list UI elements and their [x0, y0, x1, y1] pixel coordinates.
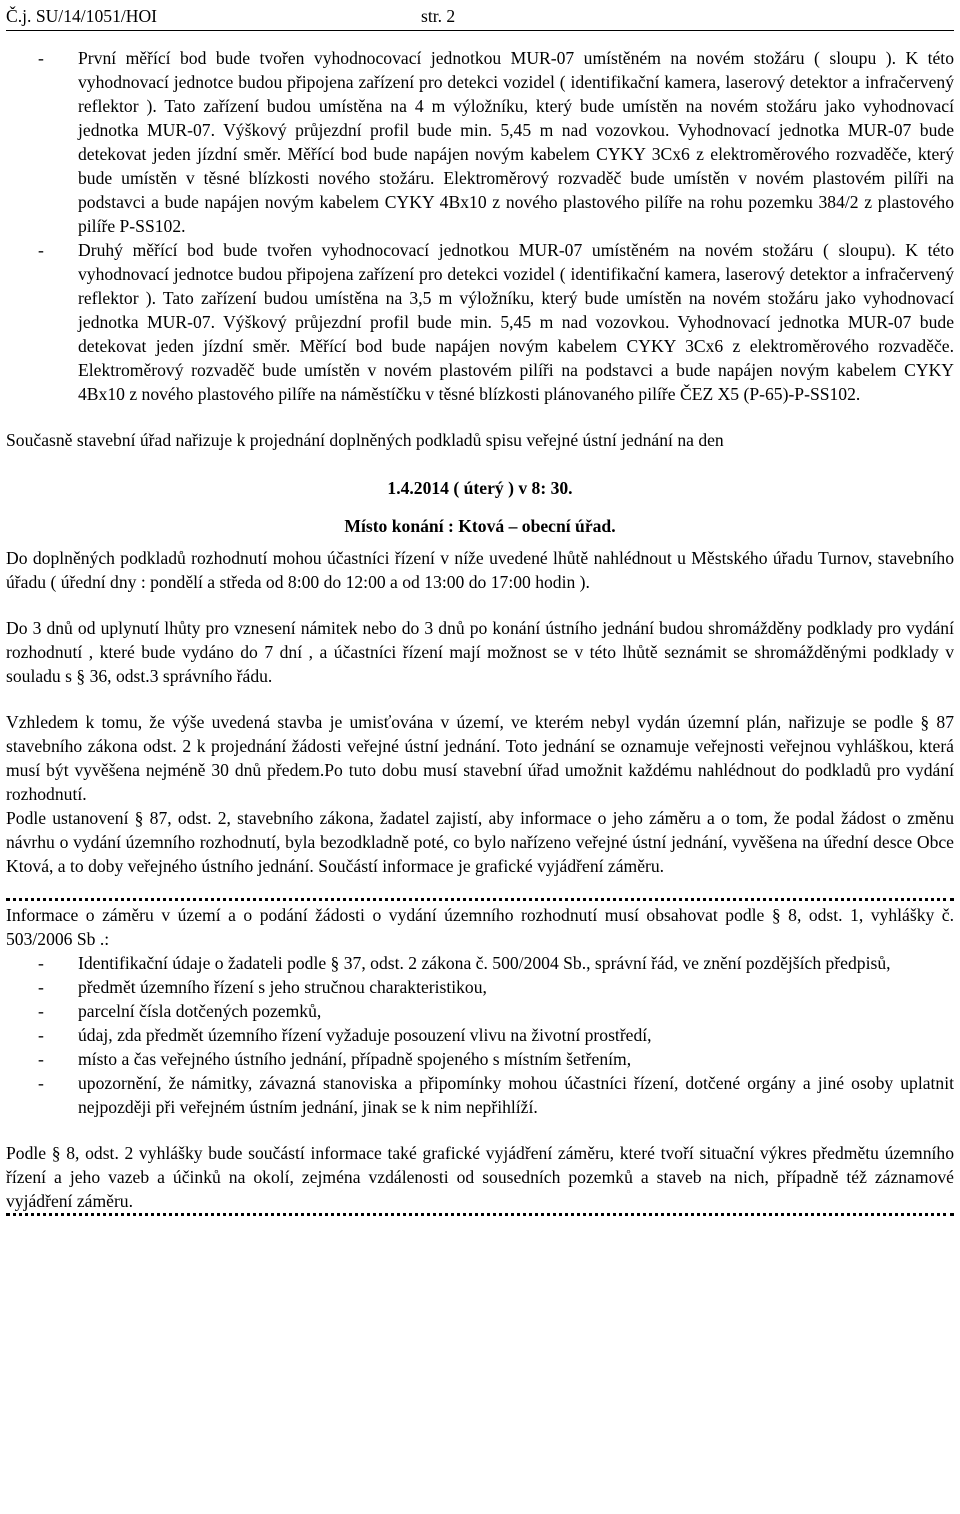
list-item: - předmět územního řízení s jeho stručnou charakteristikou,	[38, 977, 487, 997]
list-item: - parcelní čísla dotčených pozemků,	[38, 1001, 322, 1021]
measuring-points-list	[6, 46, 954, 406]
page-number: str. 2	[421, 6, 456, 26]
list-item: - údaj, zda předmět územního řízení vyžaduje posouzení vlivu na životní prostředí,	[38, 1025, 652, 1045]
info-requirements-list	[6, 951, 954, 1119]
list-item: - upozornění, že námitky, závazná stanoviska a připomínky mohou účastníci řízení, dotčené orgány a jiné osoby uplatnit nejpozději při veřejném ústním jednání, jinak se k nim nepřihlíží.	[38, 1073, 954, 1117]
paragraph: Do 3 dnů od uplynutí lhůty pro vznesení námitek nebo do 3 dnů po konání ústního jednání budou shromážděny podklady pro vydání rozhodnutí , které bude vydáno do 7 dní , a účastníci řízení mají možnost se v této lhůtě seznámit se shromážděnými podklady v souladu s § 36, odst.3 správního řádu.	[6, 618, 954, 686]
order-text: Současně stavební úřad nařizuje k projednání doplněných podkladů spisu veřejné ústní jednání na den	[6, 430, 724, 450]
meeting-place: Místo konání : Ktová – obecní úřad.	[344, 516, 616, 536]
paragraph: Podle ustanovení § 87, odst. 2, stavebního zákona, žadatel zajistí, aby informace o jeho záměru a o tom, že podal žádost o změnu návrhu o vydání územního rozhodnutí, byla bezodkladně poté, co bylo nařízeno veřejné ústní jednání, vyvěšena na úřední desce Obce Ktová, a to doby veřejného ústního jednání. Součástí informace je grafické vyjádření záměru.	[6, 808, 954, 876]
list-item: - Identifikační údaje o žadateli podle § 37, odst. 2 zákona č. 500/2004 Sb., správní řád, ve znění pozdějších předpisů,	[38, 953, 891, 973]
dotted-separator-bottom	[6, 1213, 954, 1216]
page-header	[6, 4, 954, 28]
list-item: - místo a čas veřejného ústního jednání, případně spojeného s místním šetřením,	[38, 1049, 632, 1069]
case-reference: Č.j. SU/14/1051/HOI	[6, 6, 158, 26]
header-rule	[6, 30, 954, 31]
list-item: - Druhý měřící bod bude tvořen vyhodnocovací jednotkou MUR-07 umístěném na novém stožáru ( sloupu). K této vyhodnovací jednotce budou připojena zařízení pro detekci vozidel ( identifikační kamera, laserový detektor a infračervený reflektor ). Tato zařízení budou umístěna na 3,5 m výložníku, který bude umístěn na novém stožáru jako vyhodnovací jednotka MUR-07. Výškový průjezdní profil bude min. 5,45 m nad vozovkou. Vyhodnovací jednotka MUR-07 bude detekovat jeden jízdní směr. Měřící bod bude napájen novým kabelem CYKY 3Cx6 z elektroměrového rozvaděče. Elektroměrový rozvaděč bude umístěn v novém plastovém pilíři na podstavci a bude napájen novým kabelem CYKY 4Bx10 z nového plastového pilíře na náměstíčku v těsné blízkosti plánovaného pilíře ČEZ X5 (P-65)-P-SS102.	[38, 240, 954, 404]
meeting-date: 1.4.2014 ( úterý ) v 8: 30.	[387, 478, 573, 498]
paragraph: Do doplněných podkladů rozhodnutí mohou účastníci řízení v níže uvedené lhůtě nahlédnout u Městského úřadu Turnov, stavebního úřadu ( úřední dny : pondělí a středa od 8:00 do 12:00 a od 13:00 do 17:00 hodin ).	[6, 548, 954, 592]
info-intro: Informace o záměru v území a o podání žádosti o vydání územního rozhodnutí musí obsahovat podle § 8, odst. 1, vyhlášky č. 503/2006 Sb .:	[6, 905, 954, 949]
paragraph: Vzhledem k tomu, že výše uvedená stavba je umisťována v území, ve kterém nebyl vydán územní plán, nařizuje se podle § 87 stavebního zákona odst. 2 k projednání žádosti veřejné ústní jednání. Toto jednání se oznamuje veřejnosti veřejnou vyhláškou, která musí být vyvěšena nejméně 30 dnů předem.Po tuto dobu musí stavební úřad umožnit každému nahlédnout do podkladů pro vydání rozhodnutí.	[6, 712, 954, 804]
final-paragraph: Podle § 8, odst. 2 vyhlášky bude součástí informace také grafické vyjádření záměru, které tvoří situační výkres předmětu územního řízení a jeho vazeb a účinků na okolí, zejména vzdálenosti od sousedních pozemků a staveb na nich, případně též záznamové vyjádření záměru.	[6, 1143, 954, 1211]
list-item: - První měřící bod bude tvořen vyhodnocovací jednotkou MUR-07 umístěném na novém stožáru ( sloupu ). K této vyhodnovací jednotce budou připojena zařízení pro detekci vozidel ( identifikační kamera, laserový detektor a infračervený reflektor ). Tato zařízení budou umístěna na 4 m výložníku, který bude umístěn na novém stožáru jako vyhodnovací jednotka MUR-07. Výškový průjezdní profil bude min. 5,45 m nad vozovkou. Vyhodnovací jednotka MUR-07 bude detekovat jeden jízdní směr. Měřící bod bude napájen novým kabelem CYKY 3Cx6 z elektroměrového rozvaděče, který bude umístěn v těsné blízkosti nového stožáru. Elektroměrový rozvaděč bude umístěn v novém plastovém pilíři na podstavci a bude napájen novým kabelem CYKY 4Bx10 z nového plastového pilíře na rohu pozemku 384/2 z plastového pilíře P-SS102.	[38, 48, 954, 236]
document-page	[6, 0, 954, 1216]
